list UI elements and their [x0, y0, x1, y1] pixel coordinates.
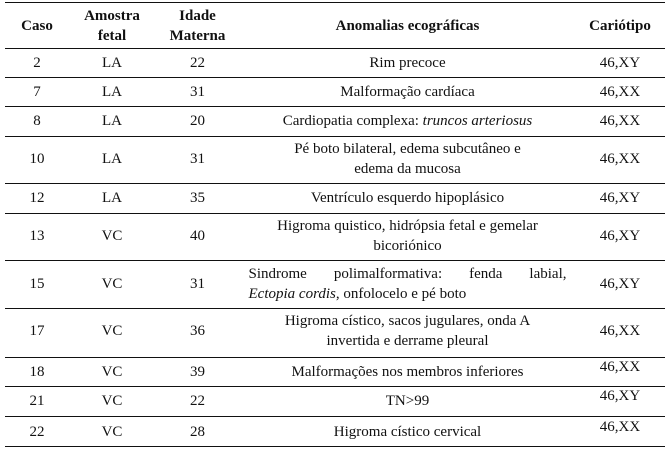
header-idade: Idade Materna — [169, 8, 226, 44]
cell-caso: 2 — [33, 55, 41, 71]
cell-cariotipo: 46,XX — [599, 84, 641, 100]
cell-anomalias: Higroma cístico, sacos jugulares, onda A invertida e derrame pleural — [284, 313, 531, 349]
row-rule — [5, 183, 665, 184]
row-rule — [5, 106, 665, 107]
table-row — [5, 418, 665, 445]
cell-amostra: VC — [101, 276, 123, 292]
cell-anomalias: Rim precoce — [369, 55, 446, 71]
cell-amostra: LA — [102, 113, 122, 129]
cell-amostra: LA — [102, 84, 122, 100]
cell-amostra: VC — [101, 364, 123, 380]
row-rule — [5, 357, 665, 358]
row-rule — [5, 260, 665, 261]
cell-cariotipo: 46,XY — [599, 228, 641, 244]
table-row — [5, 50, 665, 76]
table-row — [5, 309, 665, 353]
cell-idade: 20 — [190, 113, 205, 129]
cell-cariotipo: 46,XY — [599, 276, 641, 292]
cell-idade: 28 — [190, 423, 205, 440]
table-row — [5, 388, 665, 414]
table-header — [5, 4, 665, 48]
cell-amostra: LA — [102, 151, 122, 167]
cell-caso: 15 — [29, 276, 45, 292]
cell-anomalias: TN>99 — [385, 393, 430, 409]
table-row — [5, 108, 665, 134]
cell-caso: 18 — [29, 364, 45, 380]
cell-anomalias: Cardiopatia complexa: truncos arteriosus — [282, 113, 533, 129]
cell-anomalias: Malformação cardíaca — [340, 84, 475, 100]
cell-cariotipo: 46,XX — [599, 151, 641, 167]
cell-idade: 31 — [190, 84, 205, 100]
table-row — [5, 185, 665, 211]
header-anomalias: Anomalias ecográficas — [335, 18, 480, 34]
table-row — [5, 214, 665, 258]
cell-cariotipo: 46,XY — [599, 190, 641, 206]
cell-idade: 22 — [190, 393, 205, 409]
cell-caso: 10 — [29, 151, 45, 167]
cell-amostra: VC — [101, 323, 123, 339]
cell-caso: 12 — [29, 190, 45, 206]
cell-cariotipo: 46,XX — [599, 359, 641, 375]
cell-anomalias: Malformações nos membros inferiores — [291, 364, 524, 380]
cell-idade: 31 — [190, 276, 205, 292]
cell-amostra: LA — [102, 55, 122, 71]
cell-amostra: VC — [101, 393, 123, 409]
header-cariotipo: Cariótipo — [589, 18, 651, 34]
cell-cariotipo: 46,XX — [599, 113, 641, 129]
cell-idade: 39 — [190, 364, 205, 380]
row-rule — [5, 416, 665, 417]
cell-anomalias: Sindrome polimalformativa: fenda labial, Ectopia cordis, onfolocelo e pé boto — [248, 266, 567, 302]
cell-caso: 7 — [33, 84, 41, 100]
header-caso: Caso — [21, 18, 53, 34]
cell-idade: 36 — [190, 323, 205, 339]
cell-caso: 22 — [29, 423, 45, 440]
row-rule — [5, 77, 665, 78]
cell-caso: 13 — [29, 228, 45, 244]
cell-amostra: VC — [101, 423, 123, 440]
cell-caso: 21 — [29, 393, 45, 409]
cell-caso: 17 — [29, 323, 45, 339]
table-row — [5, 137, 665, 181]
header-amostra: Amostra fetal — [84, 8, 140, 44]
cell-caso: 8 — [33, 113, 41, 129]
cell-cariotipo: 46,XY — [599, 55, 641, 71]
cell-amostra: VC — [101, 228, 123, 244]
cell-cariotipo: 46,XY — [599, 388, 641, 404]
cell-cariotipo: 46,XX — [599, 323, 641, 339]
table-row — [5, 79, 665, 105]
cell-idade: 31 — [190, 151, 205, 167]
cell-idade: 22 — [190, 55, 205, 71]
header-rule — [5, 48, 665, 49]
top-rule — [5, 2, 665, 3]
cell-anomalias: Higroma cístico cervical — [333, 423, 482, 440]
table-row — [5, 359, 665, 385]
row-rule — [5, 386, 665, 387]
table-row — [5, 262, 665, 306]
cell-idade: 40 — [190, 228, 205, 244]
cell-amostra: LA — [102, 190, 122, 206]
cell-cariotipo: 46,XX — [599, 418, 641, 435]
cell-anomalias: Ventrículo esquerdo hipoplásico — [310, 190, 505, 206]
cell-idade: 35 — [190, 190, 205, 206]
cell-anomalias: Higroma quistico, hidrópsia fetal e gemelar bicoriónico — [277, 218, 538, 254]
cell-anomalias: Pé boto bilateral, edema subcutâneo e edema da mucosa — [294, 141, 521, 177]
bottom-rule — [5, 446, 665, 447]
